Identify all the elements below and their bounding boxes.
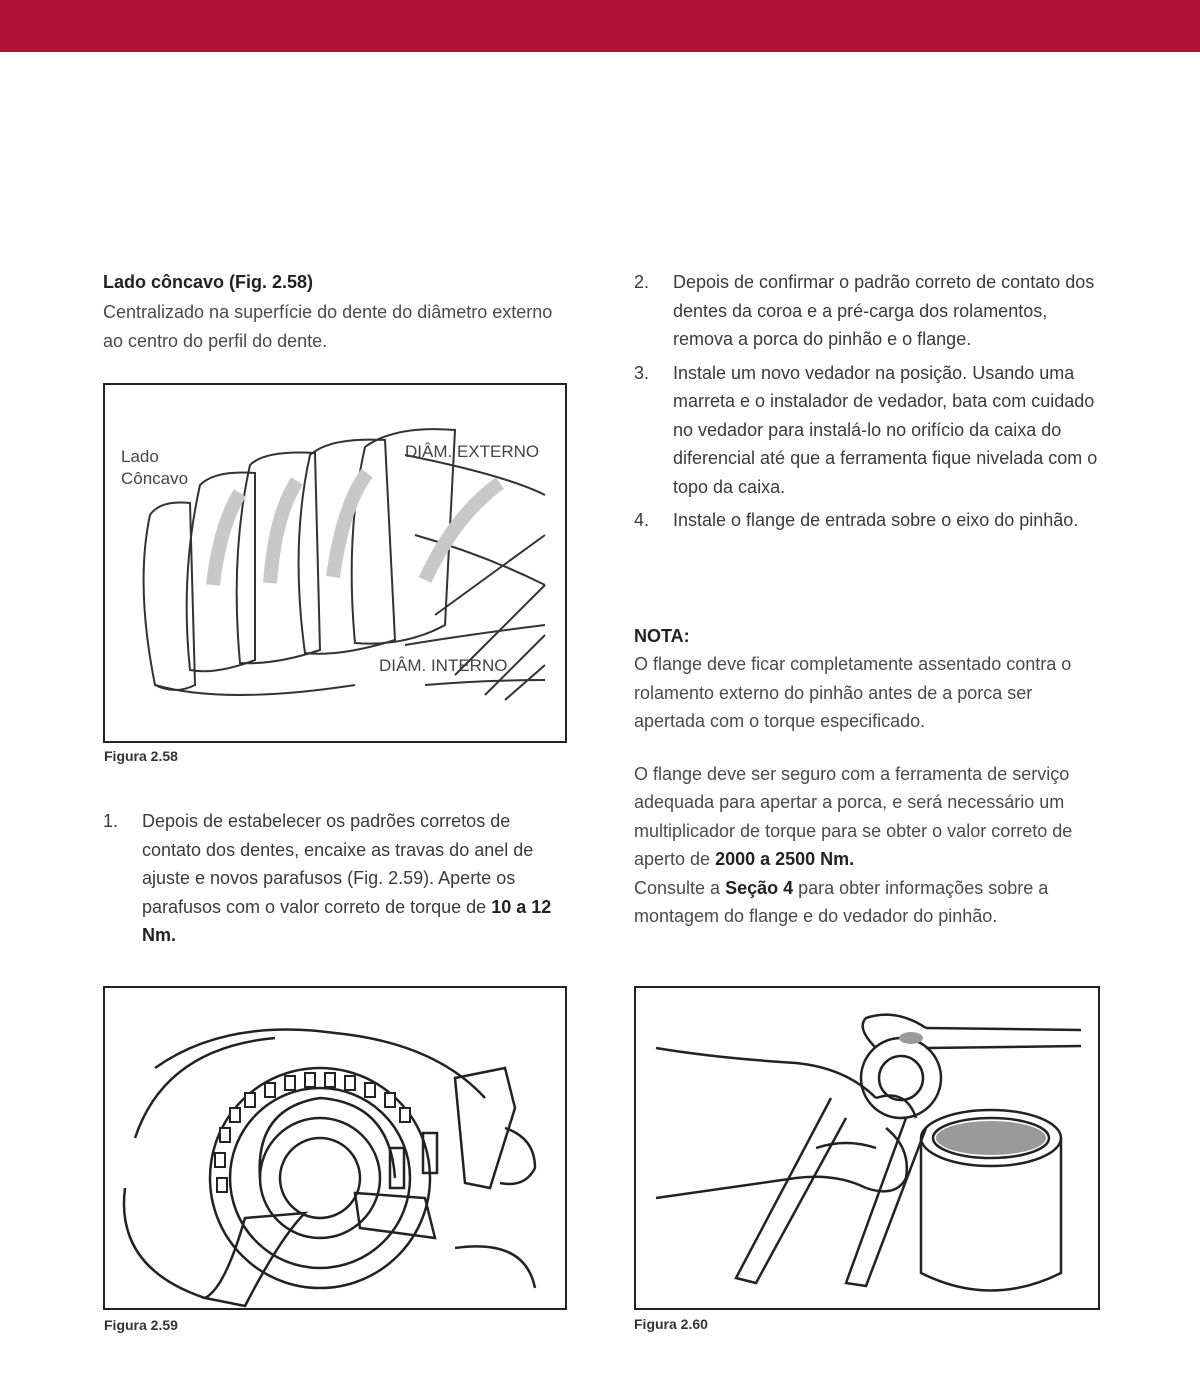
step-number: 3. (634, 362, 650, 383)
label-side-line1: Lado (121, 447, 159, 466)
seal-installation-illustration (636, 988, 1098, 1308)
note-text: Consulte a (634, 877, 726, 898)
label-outer-diameter: DIÂM. EXTERNO (405, 442, 540, 461)
section-heading: Lado côncavo (Fig. 2.58) (103, 272, 314, 292)
section-reference: Seção 4 (725, 877, 794, 898)
note-title: NOTA: (634, 626, 690, 646)
figure-2-59 (103, 986, 567, 1310)
right-column (634, 268, 1104, 540)
step-number: 2. (634, 272, 650, 292)
note-paragraph-2 (634, 760, 1104, 874)
steps-list (634, 268, 1104, 535)
note-text: para obter informações sobre a montagem do flange e do vedador do pinhão. (634, 877, 1049, 926)
figure-2-60-caption: Figura 2.60 (634, 1316, 708, 1332)
figure-2-58-caption: Figura 2.58 (104, 748, 178, 764)
step-text: Depois de confirmar o padrão correto de contato dos dentes da coroa e a pré-carga dos rolamentos, remova a porca do pinhão e o flange. (673, 272, 1095, 349)
step-item (634, 359, 1104, 502)
step-text: Instale um novo vedador na posição. Usando uma marreta e o instalador de vedador, bata com cuidado no vedador para instalá-lo no orifício da caixa do diferencial até que a ferramenta fique nivelada com o topo da caixa. (673, 362, 1098, 497)
note-paragraph-3 (634, 874, 1104, 931)
step-text: Instale o flange de entrada sobre o eixo do pinhão. (673, 510, 1079, 530)
note-paragraph-1: O flange deve ficar completamente assentado contra o rolamento externo do pinhão antes de a porca ser apertada com o torque especificado. (634, 654, 1072, 731)
figure-2-58 (103, 383, 567, 743)
figure-2-59-caption: Figura 2.59 (104, 1317, 178, 1333)
label-inner-diameter: DIÂM. INTERNO (379, 656, 508, 675)
step-item (103, 807, 573, 950)
step-text: Depois de estabelecer os padrões corretos de contato dos dentes, encaixe as travas do anel de ajuste e novos parafusos (Fig. 2.59). Aperte os parafusos com o valor correto de torque de (142, 811, 534, 917)
figure-2-60 (634, 986, 1100, 1310)
note-text: O flange deve ser seguro com a ferramenta de serviço adequada para apertar a porca, e será necessário um multiplicador de torque para se obter o valor correto de aperto de (634, 763, 1073, 869)
label-side-line2: Côncavo (121, 469, 189, 488)
note-block (634, 622, 1104, 931)
left-column (103, 268, 573, 355)
adjusting-ring-lock-illustration (105, 988, 565, 1308)
section-paragraph: Centralizado na superfície do dente do diâmetro externo ao centro do perfil do dente. (103, 302, 553, 351)
gear-teeth-illustration (105, 385, 565, 741)
step-number: 4. (634, 510, 650, 530)
step-item (634, 506, 1104, 535)
step-item (634, 268, 1104, 354)
torque-value: 10 a 12 Nm. (142, 896, 552, 945)
header-bar (0, 0, 1200, 52)
torque-value: 2000 a 2500 Nm. (715, 849, 855, 869)
step-1-block (103, 807, 573, 955)
step-number: 1. (103, 811, 119, 831)
